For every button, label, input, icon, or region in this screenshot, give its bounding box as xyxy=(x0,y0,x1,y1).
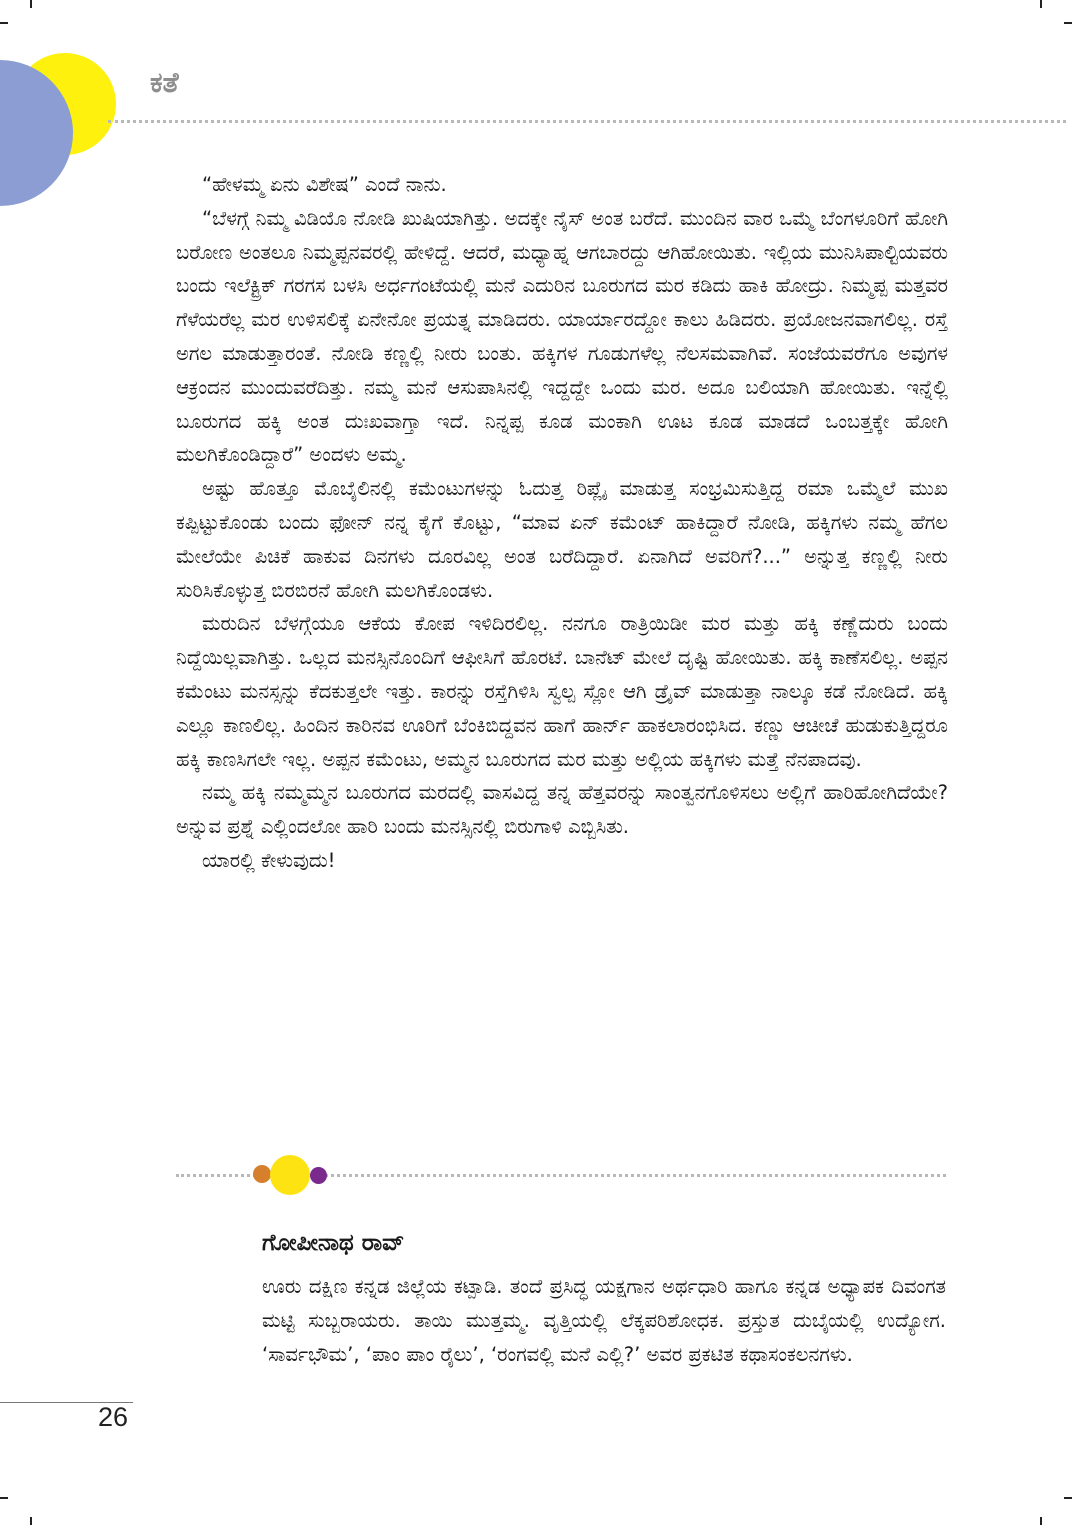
crop-mark xyxy=(1040,1517,1042,1525)
header-dotted-rule xyxy=(108,120,1066,123)
orange-dot xyxy=(253,1165,271,1183)
paragraph: ಮರುದಿನ ಬೆಳಗ್ಗೆಯೂ ಆಕೆಯ ಕೋಪ ಇಳಿದಿರಲಿಲ್ಲ. ನನಗೂ ರಾತ್ರಿಯಿಡೀ ಮರ ಮತ್ತು ಹಕ್ಕಿ ಕಣ್ಣೆದುರು ಬಂದು ನಿದ್ದೆಯಿಲ್ಲವಾಗಿತ್ತು. ಒಲ್ಲದ ಮನಸ್ಸಿನೊಂದಿಗೆ ಆಫೀಸಿಗೆ ಹೊರಟೆ. ಬಾನೆಟ್ ಮೇಲೆ ದೃಷ್ಟಿ ಹೋಯಿತು. ಹಕ್ಕಿ ಕಾಣೆಸಲಿಲ್ಲ. ಅಪ್ಪನ ಕಮೆಂಟು ಮನಸ್ಸನ್ನು ಕೆದಕುತ್ತಲೇ ಇತ್ತು. ಕಾರನ್ನು ರಸ್ತೆಗಿಳಿಸಿ ಸ್ವಲ್ಪ ಸ್ಲೋ ಆಗಿ ಡ್ರೈವ್ ಮಾಡುತ್ತಾ ನಾಲ್ಕೂ ಕಡೆ ನೋಡಿದೆ. ಹಕ್ಕಿ ಎಲ್ಲೂ ಕಾಣಲಿಲ್ಲ. ಹಿಂದಿನ ಕಾರಿನವ ಊರಿಗೆ ಬೆಂಕಿಬಿದ್ದವನ ಹಾಗೆ ಹಾರ್ನ್ ಹಾಕಲಾರಂಭಿಸಿದ. ಕಣ್ಣು ಆಚೀಚೆ ಹುಡುಕುತ್ತಿದ್ದರೂ ಹಕ್ಕಿ ಕಾಣಸಿಗಲೇ ಇಲ್ಲ. ಅಪ್ಪನ ಕಮೆಂಟು, ಅಮ್ಮನ ಬೂರುಗದ ಮರ ಮತ್ತು ಅಲ್ಲಿಯ ಹಕ್ಕಿಗಳು ಮತ್ತೆ ನೆನಪಾದವು. xyxy=(176,612,948,771)
section-label: ಕತೆ xyxy=(150,66,179,99)
crop-mark xyxy=(1064,1497,1072,1499)
paragraph: ನಮ್ಮ ಹಕ್ಕಿ ನಮ್ಮಮ್ಮನ ಬೂರುಗದ ಮರದಲ್ಲಿ ವಾಸವಿದ್ದ ತನ್ನ ಹೆತ್ತವರನ್ನು ಸಾಂತ್ವನಗೊಳಿಸಲು ಅಲ್ಲಿಗೆ ಹಾರಿಹೋಗಿದೆಯೇ? ಅನ್ನುವ ಪ್ರಶ್ನೆ ಎಲ್ಲಿಂದಲೋ ಹಾರಿ ಬಂದು ಮನಸ್ಸಿನಲ್ಲಿ ಬಿರುಗಾಳಿ ಎಬ್ಬಿಸಿತು. xyxy=(176,781,948,839)
crop-mark xyxy=(1064,22,1072,24)
paragraph: “ಬೆಳಗ್ಗೆ ನಿಮ್ಮ ವಿಡಿಯೊ ನೋಡಿ ಖುಷಿಯಾಗಿತ್ತು. ಅದಕ್ಕೇ ನೈಸ್ ಅಂತ ಬರೆದೆ. ಮುಂದಿನ ವಾರ ಒಮ್ಮೆ ಬೆಂಗಳೂರಿಗೆ ಹೋಗಿ ಬರೋಣ ಅಂತಲೂ ನಿಮ್ಮಪ್ಪನವರಲ್ಲಿ ಹೇಳಿದ್ದೆ. ಆದರೆ, ಮಧ್ಯಾಹ್ನ ಆಗಬಾರದ್ದು ಆಗಿಹೋಯಿತು. ಇಲ್ಲಿಯ ಮುನಿಸಿಪಾಲ್ಟಿಯವರು ಬಂದು ಇಲೆಕ್ಟ್ರಿಕ್ ಗರಗಸ ಬಳಸಿ ಅರ್ಧಗಂಟೆಯಲ್ಲಿ ಮನೆ ಎದುರಿನ ಬೂರುಗದ ಮರ ಕಡಿದು ಹಾಕಿ ಹೋದ್ರು. ನಿಮ್ಮಪ್ಪ ಮತ್ತವರ ಗೆಳೆಯರೆಲ್ಲ ಮರ ಉಳಿಸಲಿಕ್ಕೆ ಏನೇನೋ ಪ್ರಯತ್ನ ಮಾಡಿದರು. ಯಾರ್ಯಾರದ್ದೋ ಕಾಲು ಹಿಡಿದರು. ಪ್ರಯೋಜನವಾಗಲಿಲ್ಲ. ರಸ್ತೆ ಅಗಲ ಮಾಡುತ್ತಾರಂತೆ. ನೋಡಿ ಕಣ್ಣಲ್ಲಿ ನೀರು ಬಂತು. ಹಕ್ಕಿಗಳ ಗೂಡುಗಳೆಲ್ಲ ನೆಲಸಮವಾಗಿವೆ. ಸಂಜೆಯವರೆಗೂ ಅವುಗಳ ಆಕ್ರಂದನ ಮುಂದುವರೆದಿತ್ತು. ನಮ್ಮ ಮನೆ ಆಸುಪಾಸಿನಲ್ಲಿ ಇದ್ದದ್ದೇ ಒಂದು ಮರ. ಅದೂ ಬಲಿಯಾಗಿ ಹೋಯಿತು. ಇನ್ನೆಲ್ಲಿ ಬೂರುಗದ ಹಕ್ಕಿ ಅಂತ ದುಃಖವಾಗ್ತಾ ಇದೆ. ನಿನ್ನಪ್ಪ ಕೂಡ ಮಂಕಾಗಿ ಊಟ ಕೂಡ ಮಾಡದೆ ಒಂಬತ್ತಕ್ಕೇ ಹೋಗಿ ಮಲಗಿಕೊಂಡಿದ್ದಾರೆ” ಅಂದಳು ಅಮ್ಮ. xyxy=(176,206,948,467)
author-bio: ಊರು ದಕ್ಷಿಣ ಕನ್ನಡ ಜಿಲ್ಲೆಯ ಕಟ್ಪಾಡಿ. ತಂದೆ ಪ್ರಸಿದ್ಧ ಯಕ್ಷಗಾನ ಅರ್ಥಧಾರಿ ಹಾಗೂ ಕನ್ನಡ ಅಧ್ಯಾಪಕ ದಿವಂಗತ ಮಟ್ಟಿ ಸುಬ್ಬರಾಯರು. ತಾಯಿ ಮುತ್ತಮ್ಮ. ವೃತ್ತಿಯಲ್ಲಿ ಲೆಕ್ಕಪರಿಶೋಧಕ. ಪ್ರಸ್ತುತ ದುಬೈಯಲ್ಲಿ ಉದ್ಯೋಗ. ‘ಸಾರ್ವಭೌಮ’, ‘ಪಾಂ ಪಾಂ ರೈಲು’, ‘ರಂಗವಲ್ಲಿ ಮನೆ ಎಲ್ಲಿ?’ ಅವರ ಪ್ರಕಟಿತ ಕಥಾಸಂಕಲನಗಳು. xyxy=(262,1275,946,1366)
paragraph: ಯಾರಲ್ಲಿ ಕೇಳುವುದು! xyxy=(202,848,336,872)
story-text xyxy=(176,168,948,878)
paragraph: ಅಷ್ಟು ಹೊತ್ತೂ ಮೊಬೈಲಿನಲ್ಲಿ ಕಮೆಂಟುಗಳನ್ನು ಓದುತ್ತ ರಿಪ್ಲೈ ಮಾಡುತ್ತ ಸಂಭ್ರಮಿಸುತ್ತಿದ್ದ ರಮಾ ಒಮ್ಮೆಲೆ ಮುಖ ಕಪ್ಪಿಟ್ಟುಕೊಂಡು ಬಂದು ಫೋನ್ ನನ್ನ ಕೈಗೆ ಕೊಟ್ಟು, “ಮಾವ ಏನ್ ಕಮೆಂಟ್ ಹಾಕಿದ್ದಾರೆ ನೋಡಿ, ಹಕ್ಕಿಗಳು ನಮ್ಮ ಹೆಗಲ ಮೇಲೆಯೇ ಪಿಚಿಕೆ ಹಾಕುವ ದಿನಗಳು ದೂರವಿಲ್ಲ ಅಂತ ಬರೆದಿದ್ದಾರೆ. ಏನಾಗಿದೆ ಅವರಿಗೆ?...” ಅನ್ನುತ್ತ ಕಣ್ಣಲ್ಲಿ ನೀರು ಸುರಿಸಿಕೊಳ್ಳುತ್ತ ಬಿರಬಿರನೆ ಹೋಗಿ ಮಲಗಿಕೊಂಡಳು. xyxy=(176,477,948,602)
crop-mark xyxy=(1040,0,1042,8)
purple-dot xyxy=(310,1167,327,1184)
yellow-dot xyxy=(270,1155,310,1195)
crop-mark xyxy=(30,0,32,8)
crop-mark xyxy=(30,1517,32,1525)
crop-mark xyxy=(0,22,8,24)
page-number: 26 xyxy=(98,1402,129,1432)
crop-mark xyxy=(0,1497,8,1499)
author-name: ಗೋಪೀನಾಥ ರಾವ್ xyxy=(262,1230,405,1256)
paragraph: “ಹೇಳಮ್ಮ ಏನು ವಿಶೇಷ” ಎಂದೆ ನಾನು. xyxy=(202,173,447,196)
